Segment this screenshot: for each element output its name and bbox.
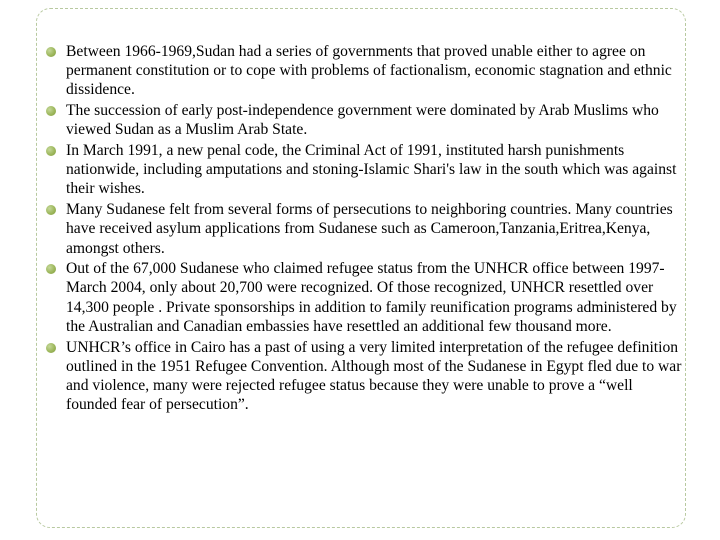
bullet-text: Between 1966-1969,Sudan had a series of governments that proved unable either to agree on permanent constitution or to cope with problems of factionalism, economic stagnation and ethnic dissidence.	[66, 43, 672, 99]
bullet-icon	[46, 47, 56, 57]
bullet-text: Out of the 67,000 Sudanese who claimed refugee status from the UNHCR office between 1997-March 2004, only about 20,700 were recognized. Of those recognized, UNHCR resettled over 14,300 people . Private sponsorships in addition to family reunification programs administered by the Australian and Canadian embassies have resettled an additional few thousand more.	[66, 260, 677, 335]
bullet-text: In March 1991, a new penal code, the Criminal Act of 1991, instituted harsh punishments nationwide, including amputations and stoning-Islamic Shari's law in the south which was against their wishes.	[66, 142, 677, 198]
bullet-text: UNHCR’s office in Cairo has a past of using a very limited interpretation of the refugee definition outlined in the 1951 Refugee Convention. Although most of the Sudanese in Egypt fled due to war and violence, many were rejected refugee status because they were unable to prove a “well founded fear of persecution”.	[66, 338, 682, 414]
bullet-icon	[46, 106, 56, 116]
bullet-icon	[46, 343, 56, 353]
bullet-text: The succession of early post-independence government were dominated by Arab Muslims who viewed Sudan as a Muslim Arab State.	[66, 102, 659, 139]
bullet-list	[44, 42, 684, 416]
bullet-icon	[46, 146, 56, 156]
bullet-item	[44, 42, 684, 100]
bullet-icon	[46, 264, 56, 274]
bullet-text: Many Sudanese felt from several forms of persecutions to neighboring countries. Many countries have received asylum applications from Sudanese such as Cameroon,Tanzania,Eritrea,Kenya, amongst others.	[66, 201, 673, 257]
bullet-item	[44, 259, 684, 336]
bullet-item	[44, 101, 684, 139]
bullet-item	[44, 141, 684, 199]
bullet-item	[44, 338, 684, 415]
bullet-item	[44, 200, 684, 258]
bullet-icon	[46, 205, 56, 215]
